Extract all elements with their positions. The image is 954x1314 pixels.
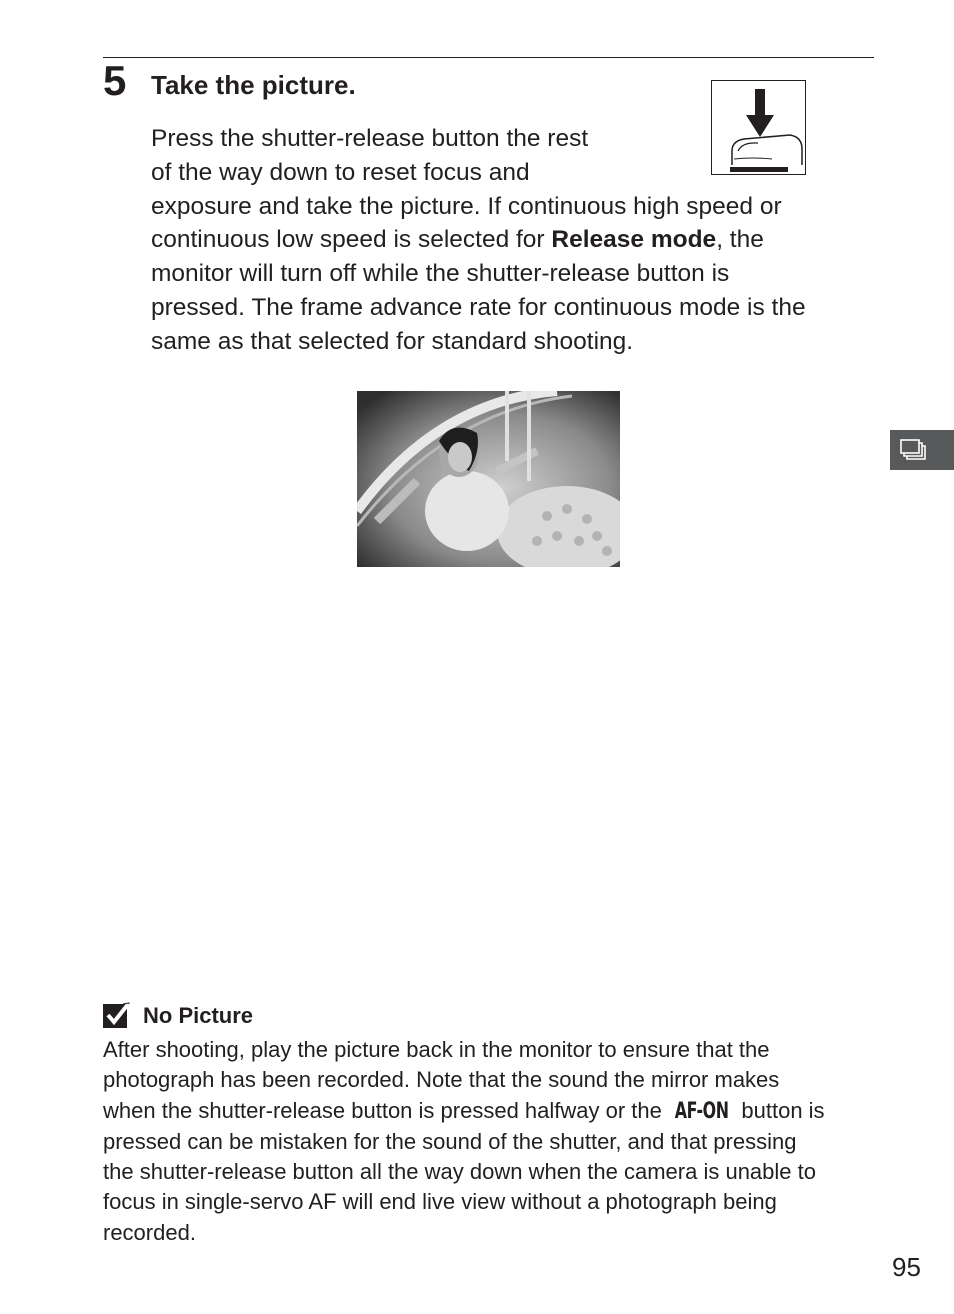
note-line-1: After shooting, play the picture back in the monitor to ensure that the (103, 1037, 770, 1062)
step-title: Take the picture. (151, 70, 356, 100)
sample-photo (357, 391, 620, 567)
page-number: 95 (892, 1252, 921, 1282)
step-line-4 (151, 223, 871, 257)
top-rule (103, 57, 874, 58)
release-mode-label: Release mode (551, 226, 717, 254)
note-line-3-tail: button is (735, 1097, 825, 1123)
continuous-shooting-tab-icon (890, 430, 954, 470)
step-number: 5 (103, 57, 127, 104)
note-line-3 (103, 1096, 878, 1127)
step-line-7: same as that selected for standard shooting. (151, 327, 634, 355)
step-body (151, 122, 871, 359)
step-line-4-text: continuous low speed is selected for (151, 226, 552, 254)
check-note-icon (103, 1002, 131, 1028)
step-line-2: of the way down to reset focus and (151, 158, 530, 186)
note-line-7: recorded. (103, 1219, 196, 1245)
note-line-3-text: when the shutter-release button is pressed halfway or the (103, 1097, 668, 1123)
note-line-2: photograph has been recorded. Note that the sound the mirror makes (103, 1067, 780, 1093)
step-line-3: exposure and take the picture. If continuous high speed or (151, 192, 782, 220)
note-line-6: focus in single-servo AF will end live view without a photograph being (103, 1189, 777, 1215)
note-line-5: the shutter-release button all the way down when the camera is unable to (103, 1159, 816, 1185)
step-line-6: pressed. The frame advance rate for continuous mode is the (151, 293, 806, 321)
step-line-5: monitor will turn off while the shutter-release button is (151, 260, 730, 288)
note-line-4: pressed can be mistaken for the sound of the shutter, and that pressing (103, 1128, 797, 1154)
note-body (103, 1035, 878, 1248)
step-line-4-tail: , the (716, 226, 764, 254)
note-title: No Picture (143, 1003, 254, 1028)
step-line-1: Press the shutter-release button the rest (151, 125, 589, 152)
af-on-button-label: AF-ON (674, 1098, 729, 1124)
